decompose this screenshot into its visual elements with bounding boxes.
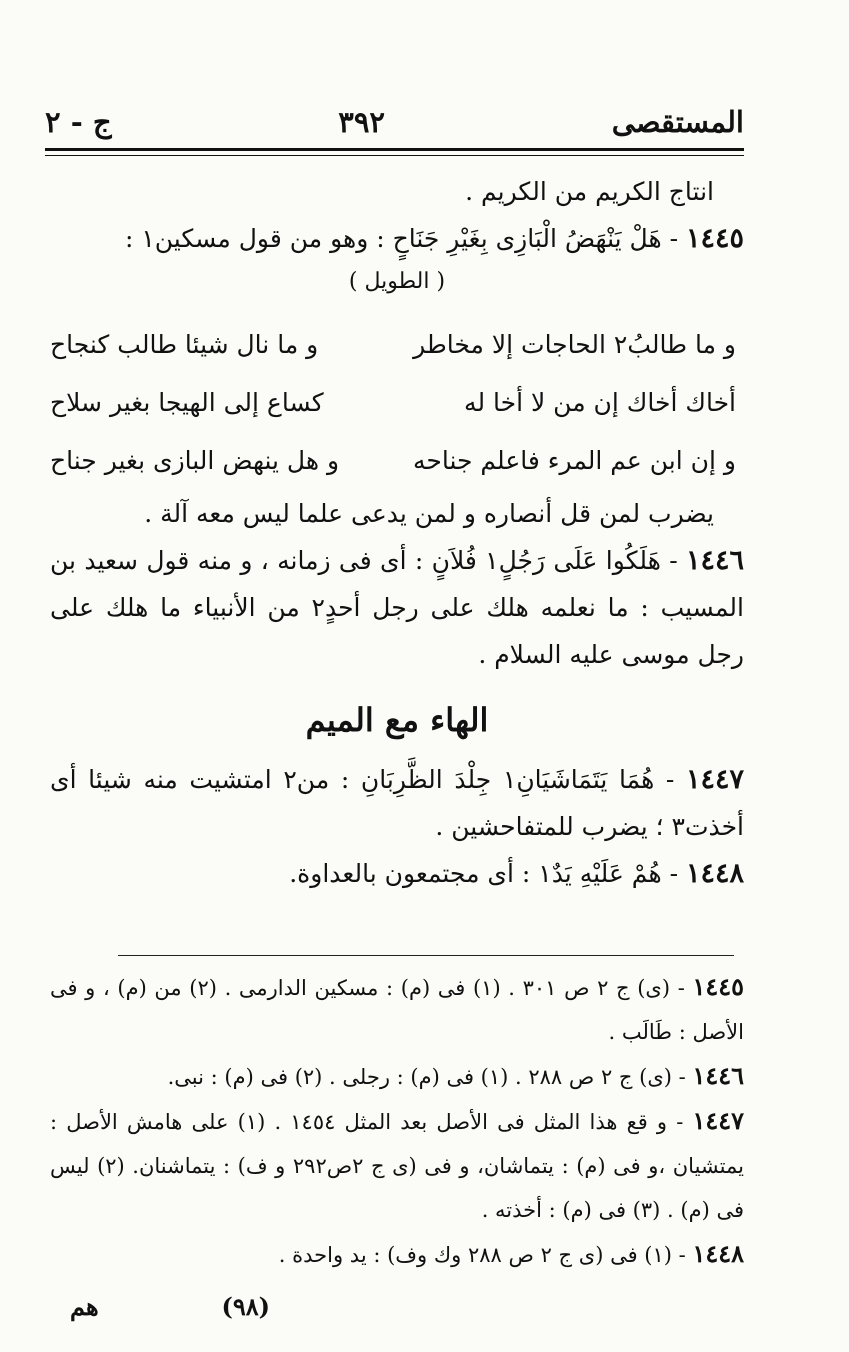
entry-text: - هَلَكُوا عَلَى رَجُلٍ١ فُلاَنٍ : أى فى زمانه ، و منه قول سعيد بن المسيب : ما نعلمه هلك على رجل أحدٍ٢ من الأنبياء ما هلك على رجل موسى عليه السلام . [50,546,744,669]
footnote-text: - و قع هذا المثل فى الأصل بعد المثل ١٤٥٤ . (١) على هامش الأصل : يمتشيان ،و فى (م) : يتماشان، و فى (ى ج ٢ص٢٩٢ و ف) : يتماشنان. (٢) ليس فى (م) . (٣) فى (م) : أخذته . [50,1110,744,1222]
page-header [45,100,744,144]
footnote-1447 [50,1099,744,1232]
footnote-number: ١٤٤٦ [692,1061,744,1090]
entry-number: ١٤٤٥ [685,223,744,254]
entry-1445 [50,215,744,262]
entry-number: ١٤٤٦ [685,545,744,576]
page-number: ٣٩٢ [338,105,385,139]
header-rule [45,148,744,156]
volume-label: ج - ٢ [45,105,112,139]
entry-1446 [50,537,744,678]
footnote-1445 [50,965,744,1054]
footnote-number: ١٤٤٨ [692,1239,744,1268]
footnote-text: - (١) فى (ى ج ٢ ص ٢٨٨ وك وف) : يد واحدة . [278,1243,686,1267]
first-hemistich: و إن ابن عم المرء فاعلم جناحه [413,446,736,475]
footnotes [50,965,744,1277]
footnote-number: ١٤٤٧ [692,1106,745,1135]
section-heading: الهاء مع الميم [305,701,489,739]
poetic-meter: ( الطويل ) [348,269,446,294]
page-footer [70,1292,270,1321]
second-hemistich: و هل ينهض البازى بغير جناح [50,446,340,475]
second-hemistich: و ما نال شيئا طالب كنجاح [50,330,319,359]
verse-line [50,432,736,490]
main-text [50,168,744,897]
second-hemistich: كساع إلى الهيجا بغير سلاح [50,388,324,417]
entry-number: ١٤٤٧ [686,764,745,795]
entry-text: - هُمْ عَلَيْهِ يَدٌ١ : أى مجتمعون بالعداوة. [289,859,679,888]
footnote-text: - (ى) ج ٢ ص ٣٠١ . (١) فى (م) : مسكين الدارمى . (٢) من (م) ، و فى الأصل : طَالَب . [50,976,744,1044]
poem-verses [50,316,736,490]
catchword: هم [70,1292,99,1321]
usage-note: يضرب لمن قل أنصاره و لمن يدعى علما ليس معه آلة . [144,499,714,528]
book-title: المستقصى [611,105,744,139]
signature-mark: (٩٨) [221,1292,270,1321]
entry-text: - هَلْ يَنْهَضُ الْبَازِى بِغَيْرِ جَنَاحٍ : وهو من قول مسكين١ : [124,224,679,253]
first-hemistich: و ما طالبُ٢ الحاجات إلا مخاطر [413,330,736,359]
entry-1448 [50,850,744,897]
entry-1447 [50,756,744,850]
first-hemistich: أخاك أخاك إن من لا أخا له [464,388,736,417]
footnote-1448 [50,1232,744,1277]
verse-line [50,374,736,432]
continuation-line: انتاج الكريم من الكريم . [465,177,714,206]
footnote-text: - (ى) ج ٢ ص ٢٨٨ . (١) فى (م) : رجلى . (٢) فى (م) : نبى. [167,1065,686,1089]
footnote-1446 [50,1054,744,1099]
footnote-rule [118,955,734,956]
verse-line [50,316,736,374]
entry-number: ١٤٤٨ [685,858,744,889]
footnote-number: ١٤٤٥ [692,972,744,1001]
entry-text: - هُمَا يَتَمَاشَيَانِ١ جِلْدَ الظَّرِبَانِ : من٢ امتشيت منه شيئا أى أخذت٣ ؛ يضرب للمتفاحشين . [50,765,744,841]
